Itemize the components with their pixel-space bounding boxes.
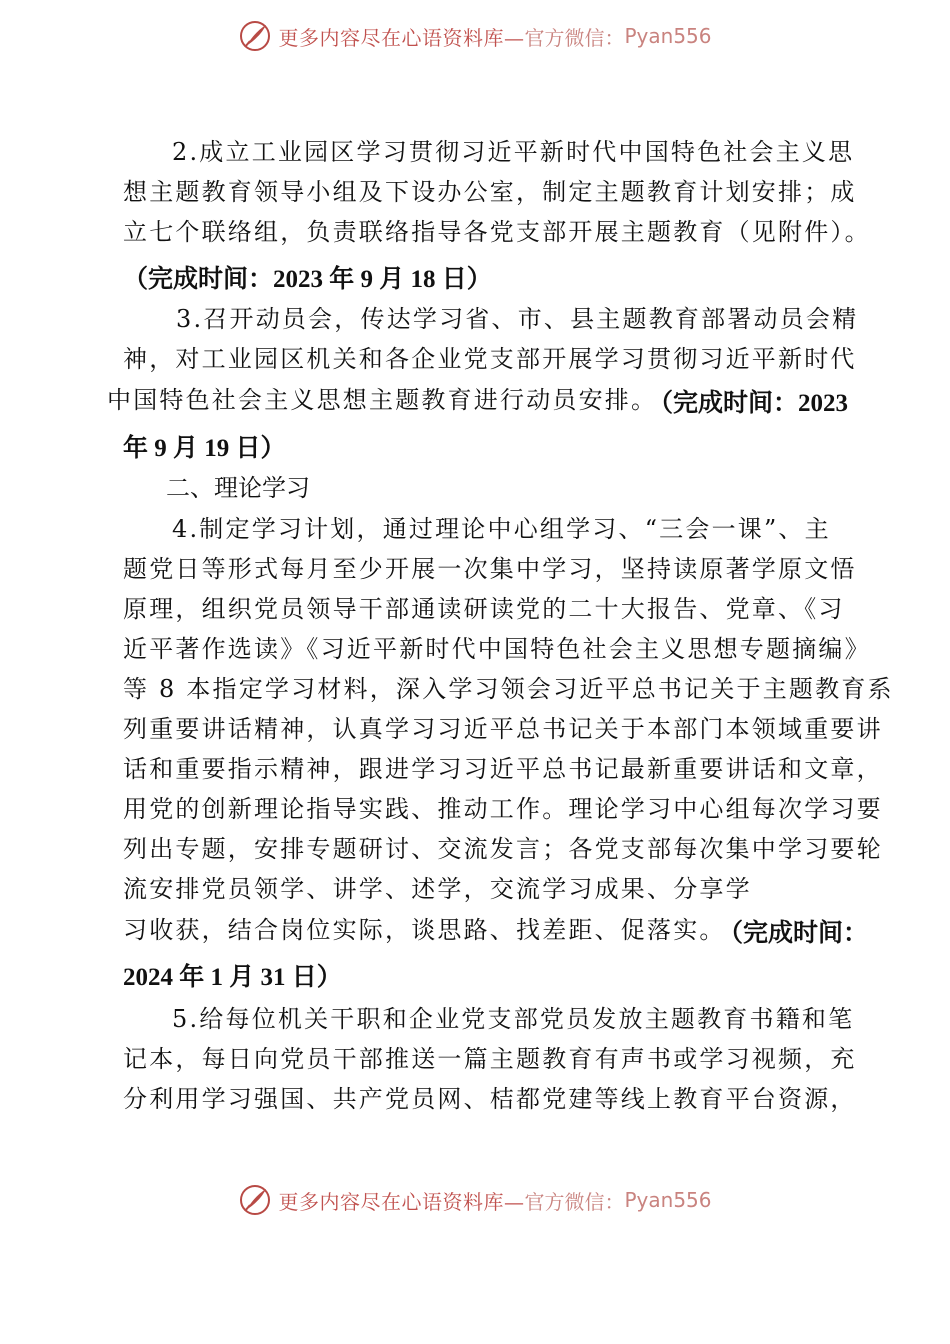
paragraph-line: 记本，每日向党员干部推送一篇主题教育有声书或学习视频，充 <box>123 1045 857 1073</box>
paragraph-line: 习收获，结合岗位实际，谈思路、找差距、促落实。 <box>123 916 726 944</box>
paragraph-line: 想主题教育领导小组及下设办公室，制定主题教育计划安排；成 <box>123 178 857 206</box>
watermark-wechat-label: 官方微信： <box>524 1189 625 1214</box>
completion-time: （完成时间：2023 <box>648 390 849 417</box>
paragraph-line: 流安排党员领学、讲学、述学，交流学习成果、分享学 <box>123 875 752 903</box>
watermark-wechat-label: 官方微信： <box>524 25 625 50</box>
paragraph-line: 分利用学习强国、共产党员网、桔都党建等线上教育平台资源， <box>123 1085 857 1113</box>
watermark-header <box>0 16 950 56</box>
completion-time: 2024 年 1 月 31 日） <box>123 964 342 991</box>
paragraph-line: 列重要讲话精神，认真学习习近平总书记关于本部门本领域重要讲 <box>123 715 883 743</box>
watermark-text: 更多内容尽在心语资料库— <box>278 1189 525 1214</box>
completion-time: （完成时间：2023 年 9 月 18 日） <box>123 266 492 293</box>
paragraph-line: 中国特色社会主义思想主题教育进行动员安排。 <box>107 386 658 414</box>
paragraph-line: 神，对工业园区机关和各企业党支部开展学习贯彻习近平新时代 <box>123 345 857 373</box>
watermark-wechat-id: Pyan556 <box>624 24 712 48</box>
paragraph-line: 5.给每位机关干职和企业党支部党员发放主题教育书籍和笔 <box>172 1005 855 1033</box>
paragraph-line: 题党日等形式每月至少开展一次集中学习，坚持读原著学原文悟 <box>123 555 857 583</box>
paragraph-line: 话和重要指示精神，跟进学习习近平总书记最新重要讲话和文章， <box>123 755 883 783</box>
quill-logo-icon <box>238 19 272 53</box>
completion-time: 年 9 月 19 日） <box>123 435 286 462</box>
paragraph-line: 3.召开动员会，传达学习省、市、县主题教育部署动员会精 <box>176 305 859 333</box>
watermark-footer <box>0 1180 950 1220</box>
paragraph-line: 2.成立工业园区学习贯彻习近平新时代中国特色社会主义思 <box>172 138 855 166</box>
paragraph-line: 立七个联络组，负责联络指导各党支部开展主题教育（见附件）。 <box>123 218 871 246</box>
quill-logo-icon <box>238 1183 272 1217</box>
paragraph-line: 原理，组织党员领导干部通读研读党的二十大报告、党章、《习 <box>123 595 845 623</box>
paragraph-line: 列出专题，安排专题研讨、交流发言；各党支部每次集中学习要轮 <box>123 835 883 863</box>
completion-time: （完成时间： <box>718 920 869 947</box>
section-heading: 二、理论学习 <box>166 474 310 502</box>
paragraph-line: 用党的创新理论指导实践、推动工作。理论学习中心组每次学习要 <box>123 795 883 823</box>
paragraph-line: 4.制定学习计划，通过理论中心组学习、“三会一课”、主 <box>172 515 831 543</box>
watermark-wechat-id: Pyan556 <box>624 1188 712 1212</box>
paragraph-line: 等 8 本指定学习材料，深入学习领会习近平总书记关于主题教育系 <box>123 675 894 703</box>
watermark-text: 更多内容尽在心语资料库— <box>278 25 525 50</box>
paragraph-line: 近平著作选读》《习近平新时代中国特色社会主义思想专题摘编》 <box>123 635 871 663</box>
